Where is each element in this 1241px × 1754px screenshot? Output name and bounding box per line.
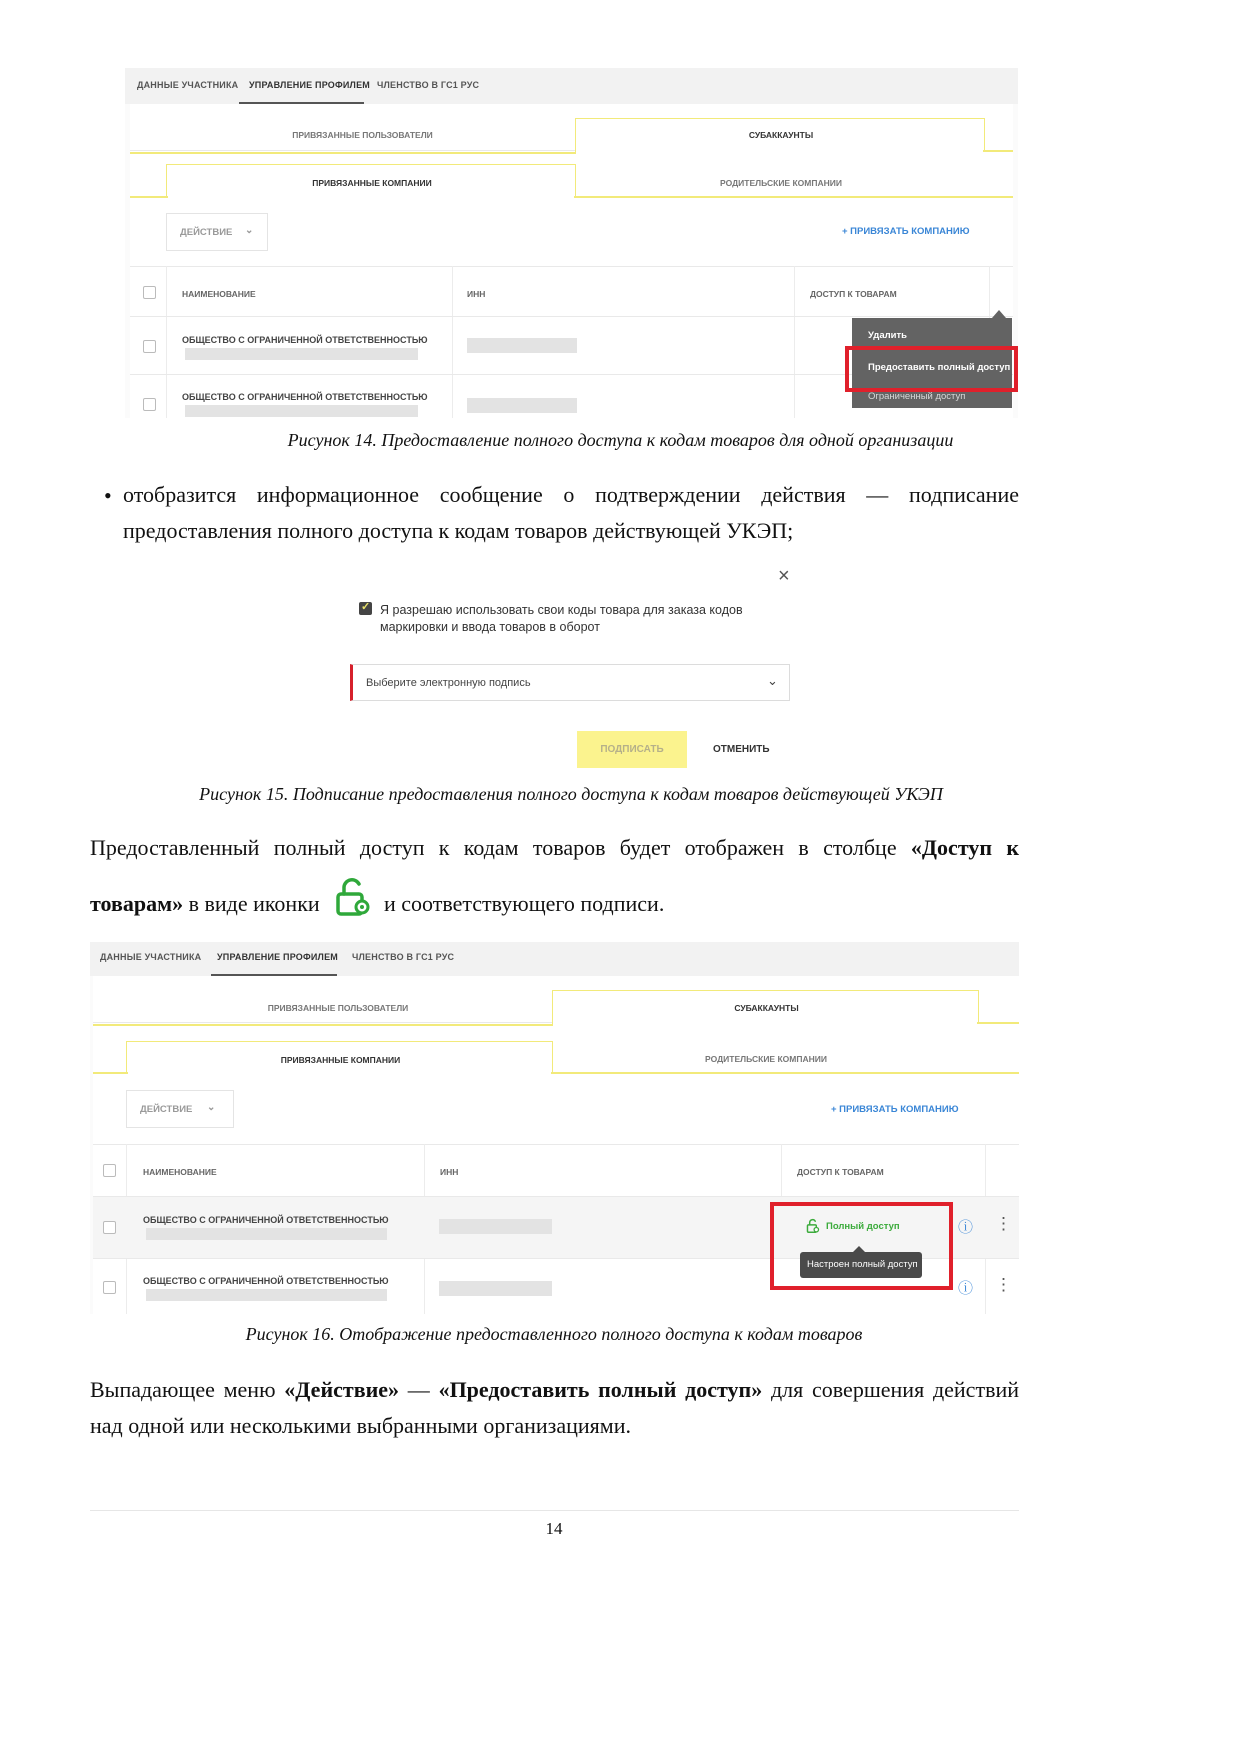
more-vertical-icon[interactable]: ⋮	[995, 1275, 1012, 1294]
sub-tab-line-left	[93, 1024, 553, 1026]
tab-row-line-right	[977, 1022, 1019, 1024]
info-icon[interactable]: ⓘ	[958, 1280, 974, 1297]
column-header-name: НАИМЕНОВАНИЕ	[182, 289, 256, 299]
figure-15-caption: Рисунок 15. Подписание предоставления полного доступа к кодам товаров действующей УКЭП	[199, 784, 943, 804]
consent-line-2: маркировки и ввода товаров в оборот	[380, 620, 600, 634]
action-dropdown[interactable]	[126, 1090, 234, 1128]
action-dropdown-label: ДЕЙСТВИЕ	[180, 227, 233, 238]
redacted-inn	[439, 1281, 552, 1296]
tab-linked-users[interactable]: ПРИВЯЗАННЫЕ ПОЛЬЗОВАТЕЛИ	[292, 130, 433, 140]
info-icon[interactable]: ⓘ	[958, 1219, 974, 1236]
tab-parent-companies[interactable]: РОДИТЕЛЬСКИЕ КОМПАНИИ	[705, 1054, 827, 1064]
chevron-down-icon: ⌄	[207, 1102, 216, 1113]
tab-subaccounts[interactable]	[552, 990, 979, 1024]
table-top-line	[130, 266, 1013, 267]
footer-rule	[90, 1510, 1019, 1511]
cancel-button[interactable]: ОТМЕНИТЬ	[713, 744, 770, 755]
menu-item-grant-full-access[interactable]: Предоставить полный доступ	[868, 362, 1011, 373]
tab-linked-companies-label: ПРИВЯЗАННЫЕ КОМПАНИИ	[312, 178, 432, 188]
access-tooltip-text: Настроен полный доступ	[807, 1259, 918, 1270]
tab-linked-users[interactable]: ПРИВЯЗАННЫЕ ПОЛЬЗОВАТЕЛИ	[267, 1003, 409, 1013]
tab-subaccounts[interactable]	[575, 118, 985, 152]
tab-parent-companies[interactable]: РОДИТЕЛЬСКИЕ КОМПАНИИ	[720, 178, 842, 188]
paragraph-action-menu	[90, 1372, 1019, 1444]
paragraph-access-column	[90, 830, 1019, 866]
nav-tab-participant-data[interactable]: ДАННЫЕ УЧАСТНИКА	[100, 952, 202, 962]
top-navigation	[90, 942, 1019, 976]
select-all-checkbox[interactable]	[143, 286, 156, 299]
content-panel	[93, 976, 1019, 1314]
redacted-name	[185, 405, 418, 417]
column-header-access: ДОСТУП К ТОВАРАМ	[810, 289, 897, 299]
column-divider	[989, 266, 990, 326]
bullet-marker: •	[104, 483, 112, 508]
paragraph-line-2: над одной или несколькими выбранными организациями.	[90, 1413, 631, 1438]
sub-tab-line-left	[130, 152, 576, 154]
sub-tab-line	[130, 196, 168, 198]
column-divider	[781, 1144, 782, 1196]
tab-linked-companies[interactable]	[166, 164, 576, 198]
row-company-name: ОБЩЕСТВО С ОГРАНИЧЕННОЙ ОТВЕТСТВЕННОСТЬЮ	[182, 392, 428, 402]
consent-checkbox[interactable]	[359, 602, 372, 615]
sign-button[interactable]: ПОДПИСАТЬ	[577, 731, 687, 768]
consent-line-1: Я разрешаю использовать свои коды товара для заказа кодов	[380, 603, 743, 617]
paragraph-text: —	[407, 1377, 430, 1402]
column-divider	[166, 266, 167, 418]
tab-subaccounts-label: СУБАККАУНТЫ	[748, 130, 814, 140]
consent-text	[380, 602, 743, 636]
row-company-name: ОБЩЕСТВО С ОГРАНИЧЕННОЙ ОТВЕТСТВЕННОСТЬЮ	[182, 335, 428, 345]
highlight-frame	[770, 1202, 953, 1290]
action-dropdown-label: ДЕЙСТВИЕ	[140, 1104, 193, 1115]
signature-select-placeholder: Выберите электронную подпись	[366, 677, 531, 689]
bullet-paragraph	[123, 477, 1019, 549]
paragraph-bold-text: товарам»	[90, 891, 184, 916]
paragraph-text: для совершения действий	[770, 1377, 1020, 1402]
figure-16-screenshot	[90, 942, 1019, 1314]
paragraph-bold-text: «Предоставить полный доступ»	[438, 1377, 763, 1402]
figure-14-caption: Рисунок 14. Предоставление полного доступа к кодам товаров для одной организации	[287, 430, 954, 450]
menu-item-limited-access[interactable]: Ограниченный доступ	[868, 391, 966, 402]
select-all-checkbox[interactable]	[103, 1164, 116, 1177]
table-header-line	[130, 316, 1013, 317]
check-icon: ✓	[361, 601, 371, 613]
paragraph-bold-text: «Доступ к	[910, 835, 1020, 860]
row-company-name: ОБЩЕСТВО С ОГРАНИЧЕННОЙ ОТВЕТСТВЕННОСТЬЮ	[143, 1215, 389, 1225]
row-checkbox[interactable]	[103, 1221, 116, 1234]
nav-tab-profile-management[interactable]: УПРАВЛЕНИЕ ПРОФИЛЕМ	[249, 80, 370, 90]
tab-row-line	[93, 1022, 553, 1023]
highlight-frame	[845, 346, 1018, 392]
column-header-inn: ИНН	[440, 1167, 459, 1177]
redacted-name	[185, 348, 418, 360]
row-checkbox[interactable]	[143, 398, 156, 411]
redacted-inn	[467, 398, 577, 413]
tab-row-line-right	[983, 150, 1013, 152]
column-divider	[794, 266, 795, 418]
chevron-down-icon: ⌄	[245, 225, 254, 236]
row-checkbox[interactable]	[103, 1281, 116, 1294]
paragraph-text: в виде иконки	[188, 891, 320, 916]
tab-row-line	[130, 150, 575, 151]
column-header-inn: ИНН	[467, 289, 486, 299]
menu-pointer	[992, 310, 1006, 318]
redacted-name	[146, 1289, 387, 1301]
bullet-line-2: предоставления полного доступа к кодам товаров действующей УКЭП;	[123, 518, 794, 543]
row-checkbox[interactable]	[143, 340, 156, 353]
action-dropdown[interactable]	[166, 213, 268, 251]
unlock-icon	[334, 877, 372, 917]
redacted-name	[146, 1228, 387, 1240]
nav-tab-participant-data[interactable]: ДАННЫЕ УЧАСТНИКА	[137, 80, 239, 90]
nav-tab-gs1-membership[interactable]: ЧЛЕНСТВО В ГС1 РУС	[377, 80, 480, 90]
sub-tab-line	[551, 1072, 1019, 1074]
paragraph-text: Выпадающее меню	[90, 1377, 276, 1402]
tab-subaccounts-label: СУБАККАУНТЫ	[734, 1003, 799, 1013]
link-company-button[interactable]: + ПРИВЯЗАТЬ КОМПАНИЮ	[831, 1104, 959, 1115]
redacted-inn	[467, 338, 577, 353]
figure-15-dialog	[340, 560, 810, 775]
signature-select[interactable]	[350, 664, 790, 701]
column-header-access: ДОСТУП К ТОВАРАМ	[797, 1167, 884, 1177]
figure-16-caption: Рисунок 16. Отображение предоставленного полного доступа к кодам товаров	[245, 1324, 863, 1344]
redacted-inn	[439, 1219, 552, 1234]
tab-linked-companies[interactable]	[126, 1041, 553, 1074]
paragraph-text: Предоставленный полный доступ к кодам товаров будет отображен в столбце	[90, 835, 897, 860]
table-top-line	[93, 1144, 1019, 1145]
nav-tab-gs1-membership[interactable]: ЧЛЕНСТВО В ГС1 РУС	[352, 952, 455, 962]
link-company-button[interactable]: + ПРИВЯЗАТЬ КОМПАНИЮ	[842, 226, 970, 237]
bullet-line-1: отобразится информационное сообщение о подтверждении действия — подписание	[123, 482, 1019, 507]
tab-linked-companies-label: ПРИВЯЗАННЫЕ КОМПАНИИ	[280, 1055, 401, 1065]
sub-tab-line	[93, 1072, 128, 1074]
paragraph-line-1	[90, 830, 1019, 866]
sub-tab-line	[574, 196, 1013, 198]
content-panel	[130, 104, 1013, 418]
menu-item-delete[interactable]: Удалить	[868, 330, 907, 341]
paragraph-line-1	[90, 1372, 1019, 1408]
column-divider	[452, 266, 453, 418]
paragraph-end-text: и соответствующего подписи.	[384, 891, 665, 916]
top-navigation	[125, 68, 1018, 104]
access-status-label: Полный доступ	[826, 1221, 900, 1232]
chevron-down-icon: ⌄	[767, 673, 778, 688]
nav-tab-profile-management[interactable]: УПРАВЛЕНИЕ ПРОФИЛЕМ	[217, 952, 338, 962]
column-header-name: НАИМЕНОВАНИЕ	[143, 1167, 217, 1177]
more-vertical-icon[interactable]: ⋮	[995, 1214, 1012, 1233]
figure-14-screenshot	[125, 68, 1018, 418]
row-company-name: ОБЩЕСТВО С ОГРАНИЧЕННОЙ ОТВЕТСТВЕННОСТЬЮ	[143, 1276, 389, 1286]
paragraph-bold-text: «Действие»	[284, 1377, 400, 1402]
close-icon[interactable]: ×	[778, 565, 790, 587]
page-number: 14	[545, 1519, 563, 1538]
